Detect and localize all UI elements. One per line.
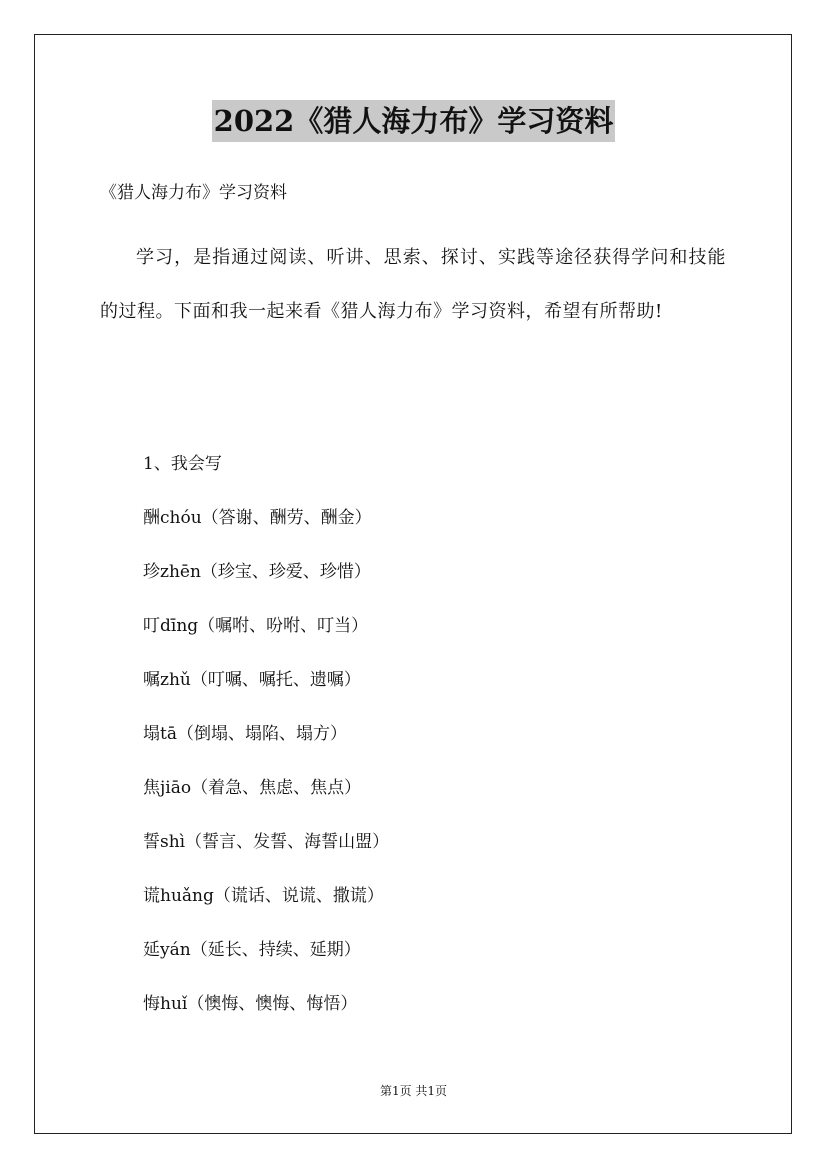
list-item: 延yán（延长、持续、延期） (143, 940, 361, 960)
title-container (0, 100, 827, 142)
list-item: 誓shì（誓言、发誓、海誓山盟） (143, 832, 390, 852)
list-item: 嘱zhǔ（叮嘱、嘱托、遗嘱） (143, 670, 361, 690)
list-heading: 1、我会写 (143, 454, 222, 474)
list-item: 塌tā（倒塌、塌陷、塌方） (143, 724, 347, 744)
vocabulary-list (143, 448, 389, 1042)
page-footer: 第1页 共1页 (379, 1084, 448, 1098)
document-title: 2022《猎人海力布》学习资料 (212, 100, 616, 142)
list-item: 叮dīng（嘱咐、吩咐、叮当） (143, 616, 369, 636)
document-subtitle: 《猎人海力布》学习资料 (100, 183, 287, 203)
list-item: 谎huǎng（谎话、说谎、撒谎） (143, 886, 384, 906)
list-item: 悔huǐ（懊悔、懊悔、悔悟） (143, 994, 358, 1014)
list-item: 焦jiāo（着急、焦虑、焦点） (143, 778, 362, 798)
intro-paragraph: 学习，是指通过阅读、听讲、思索、探讨、实践等途径获得学问和技能的过程。下面和我一起来看《猎人海力布》学习资料，希望有所帮助! (100, 247, 726, 322)
list-item: 珍zhēn（珍宝、珍爱、珍惜） (143, 562, 371, 582)
list-item: 酬chóu（答谢、酬劳、酬金） (143, 508, 372, 528)
